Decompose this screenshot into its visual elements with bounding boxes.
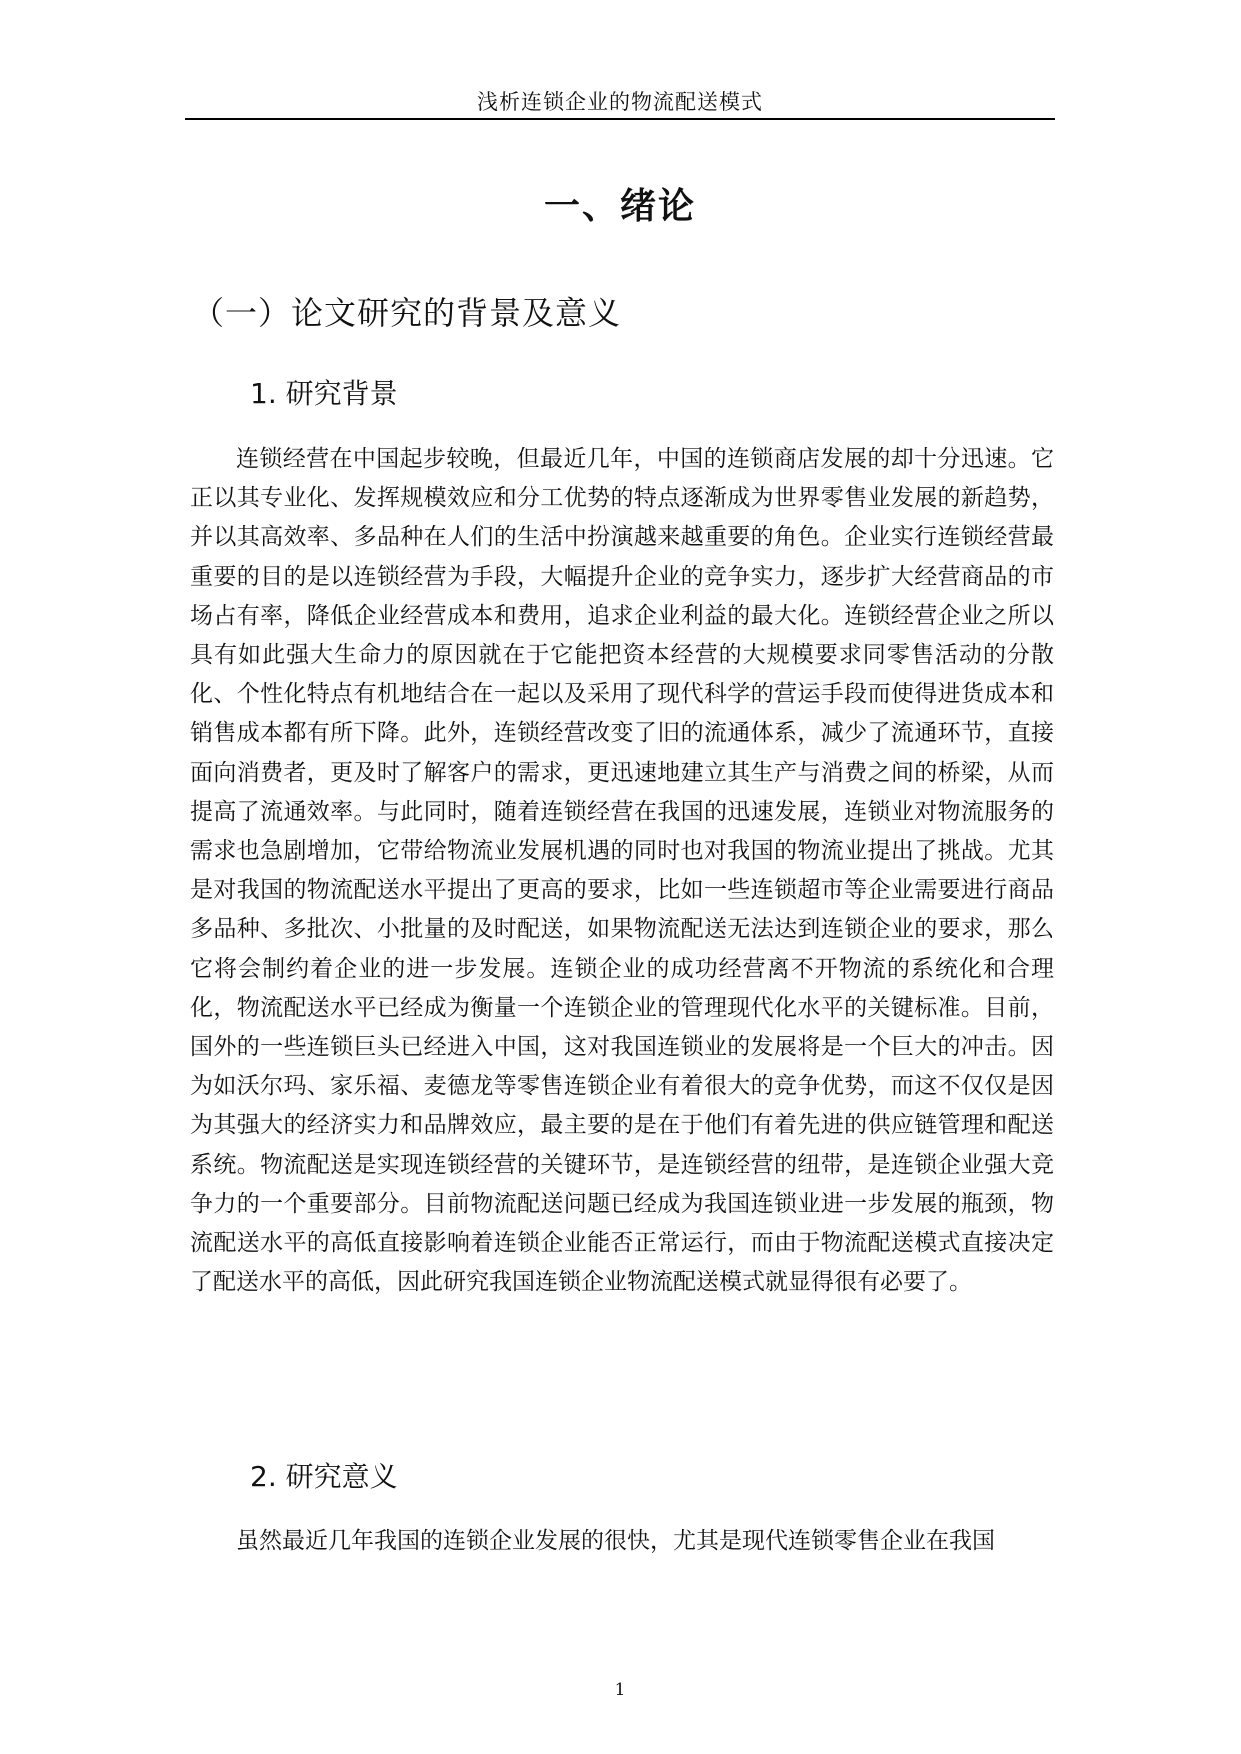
chapter-title: 一、绪论 [543,186,696,227]
header-rule [185,118,1055,120]
subsection-title-significance: 2. 研究意义 [250,1460,398,1493]
running-header: 浅析连锁企业的物流配送模式 [477,90,763,114]
section-title: （一）论文研究的背景及意义 [192,294,622,332]
paragraph-significance: 虽然最近几年我国的连锁企业发展的很快，尤其是现代连锁零售企业在我国 [236,1528,995,1554]
subsection-title-background: 1. 研究背景 [250,377,398,410]
paragraph-background: 连锁经营在中国起步较晚，但最近几年，中国的连锁商店发展的却十分迅速。它正以其专业化、发挥规模效应和分工优势的特点逐渐成为世界零售业发展的新趋势，并以其高效率、多品种在人们的生活中扮演越来越重要的角色。企业实行连锁经营最重要的目的是以连锁经营为手段，大幅提升企业的竞争实力，逐步扩大经营商品的市场占有率，降低企业经营成本和费用，追求企业利益的最大化。连锁经营企业之所以具有如此强大生命力的原因就在于它能把资本经营的大规模要求同零售活动的分散化、个性化特点有机地结合在一起以及采用了现代科学的营运手段而使得进货成本和销售成本都有所下降。此外，连锁经营改变了旧的流通体系，减少了流通环节，直接面向消费者，更及时了解客户的需求，更迅速地建立其生产与消费之间的桥梁，从而提高了流通效率。与此同时，随着连锁经营在我国的迅速发展，连锁业对物流服务的需求也急剧增加，它带给物流业发展机遇的同时也对我国的物流业提出了挑战。尤其是对我国的物流配送水平提出了更高的要求，比如一些连锁超市等企业需要进行商品多品种、多批次、小批量的及时配送，如果物流配送无法达到连锁企业的要求，那么它将会制约着企业的进一步发展。连锁企业的成功经营离不开物流的系统化和合理化，物流配送水平已经成为衡量一个连锁企业的管理现代化水平的关键标准。目前，国外的一些连锁巨头已经进入中国，这对我国连锁业的发展将是一个巨大的冲击。因为如沃尔玛、家乐福、麦德龙等零售连锁企业有着很大的竞争优势，而这不仅仅是因为其强大的经济实力和品牌效应，最主要的是在于他们有着先进的供应链管理和配送系统。物流配送是实现连锁经营的关键环节，是连锁经营的纽带，是连锁企业强大竞争力的一个重要部分。目前物流配送问题已经成为我国连锁业进一步发展的瓶颈，物流配送水平的高低直接影响着连锁企业能否正常运行，而由于物流配送模式直接决定了配送水平的高低，因此研究我国连锁企业物流配送模式就显得很有必要了。 [190,446,1054,1296]
page-number: 1 [614,1680,626,1700]
